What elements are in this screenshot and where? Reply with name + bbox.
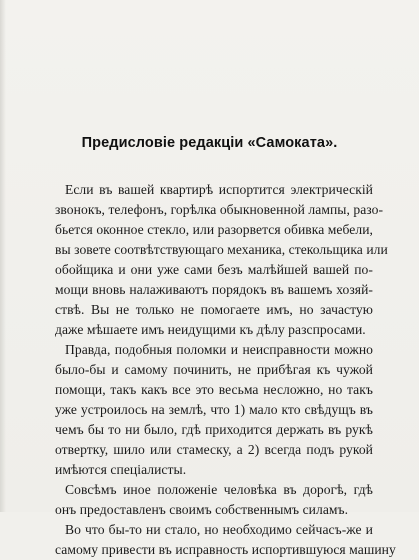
page-spine-shadow — [0, 0, 6, 512]
text-line: вы зовете соотвѣтствующаго механика, стекольщика или — [55, 242, 388, 257]
text-line: звонокъ, телефонъ, горѣлка обыкновенной лампы, разо- — [55, 202, 384, 217]
text-line: было-бы и самому починить, не прибѣгая къ чужой — [55, 362, 373, 377]
text-line: ствѣ. Вы не только не помогаете имъ, но зачастую — [55, 302, 373, 317]
text-line: отвертку, шило или стамеску, а 2) всегда подъ рукой — [55, 442, 373, 457]
page-heading: Предисловіе редакціи «Самоката». — [81, 135, 338, 151]
text-line: мощи вновь налаживаютъ порядокъ въ вашемъ хозяй- — [55, 282, 373, 297]
text-line: Если въ вашей квартирѣ испортится электрическій — [65, 182, 373, 197]
body-text — [55, 180, 396, 560]
text-line: имѣются спеціалисты. — [55, 462, 187, 477]
text-line: даже мѣшаете имъ неидущими къ дѣлу разспросами. — [55, 322, 366, 337]
text-line: помощи, такъ какъ все это весьма несложно, но такъ — [55, 382, 373, 397]
text-line: бьется оконное стекло, или разорвется обивка мебели, — [55, 222, 373, 237]
text-line: Правда, подобныя поломки и неисправности можно — [65, 342, 373, 357]
text-line: самому привести въ исправность испортившуюся машину — [55, 542, 396, 557]
text-line: чемъ бы то ни было, гдѣ приходится держать въ рукѣ — [55, 422, 373, 437]
text-line: обойщика и они уже сами безъ малѣйшей вашей по- — [55, 262, 373, 277]
text-line: Совсѣмъ иное положеніе человѣка въ дорогѣ, гдѣ — [65, 482, 373, 497]
text-line: онъ предоставленъ своимъ собственнымъ силамъ. — [55, 502, 349, 517]
text-line: уже устроилось на землѣ, что 1) мало кто свѣдущъ въ — [55, 402, 373, 417]
text-line: Во что бы-то ни стало, но необходимо сейчасъ-же и — [65, 522, 373, 537]
